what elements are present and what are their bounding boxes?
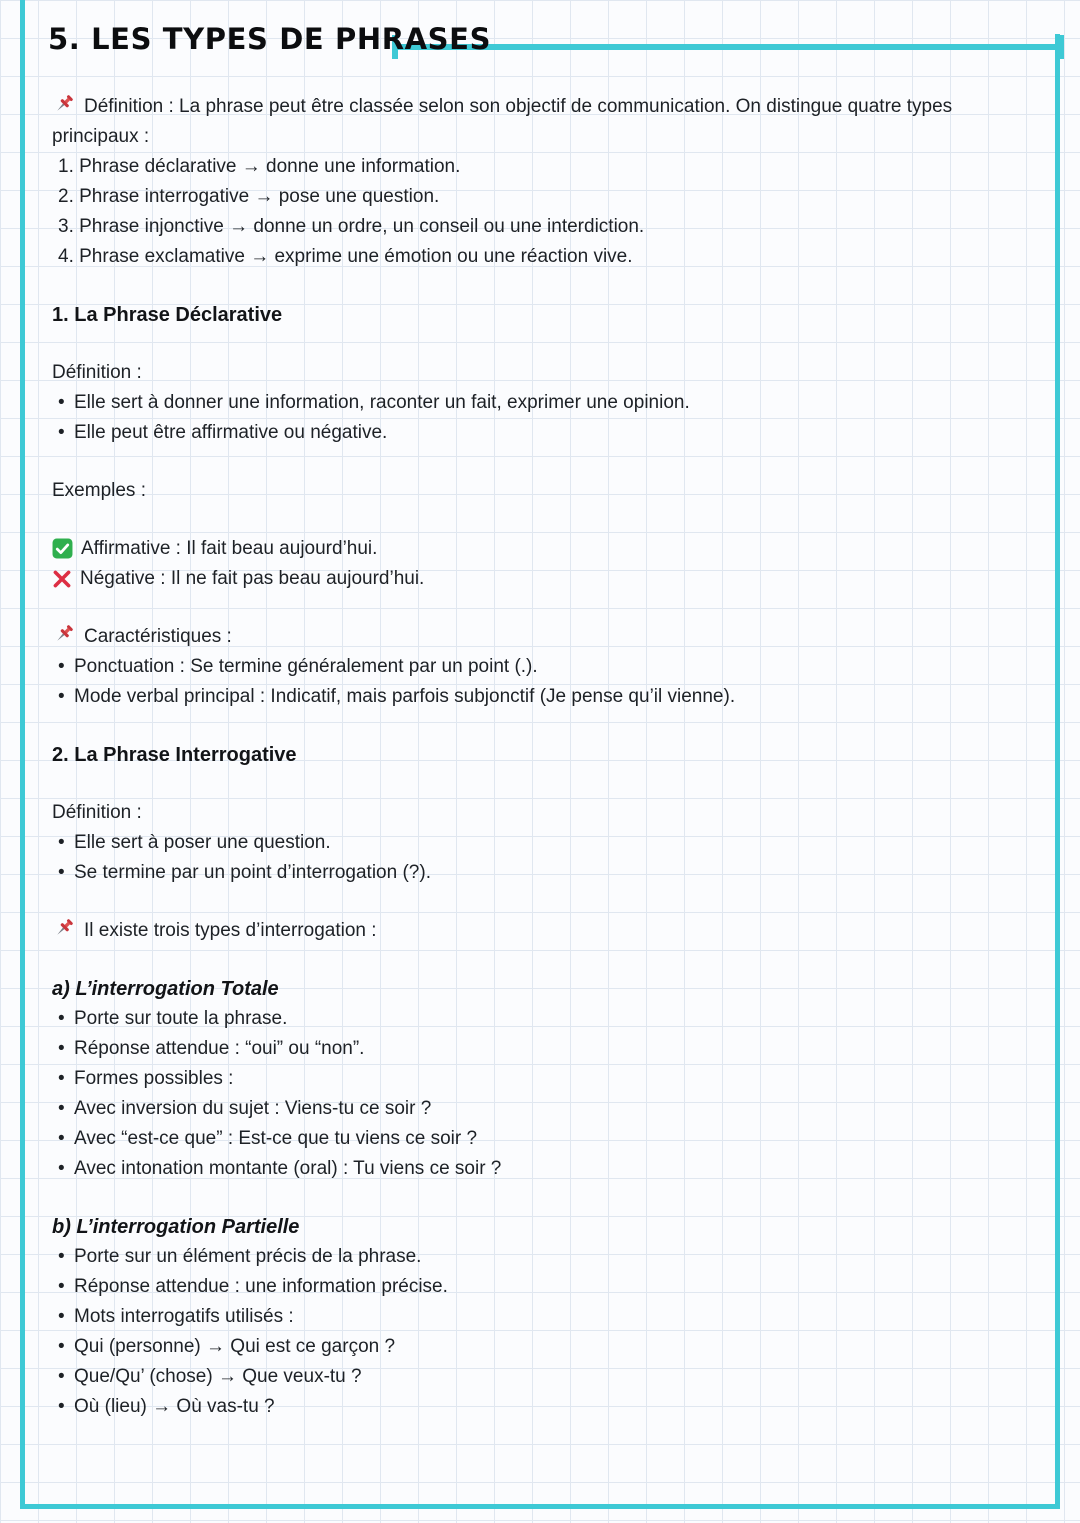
characteristics-label-line — [52, 622, 1030, 652]
frame-bottom-border — [20, 1504, 1060, 1509]
section-heading-interrogative: 2. La Phrase Interrogative — [52, 744, 297, 766]
example-affirmative — [52, 534, 1030, 564]
cross-icon — [52, 569, 72, 589]
bullet-item: • Réponse attendue : une information précise. — [52, 1272, 1030, 1302]
type-item: 4. Phrase exclamative → exprime une émotion ou une réaction vive. — [58, 246, 633, 267]
type-item: 3. Phrase injonctive → donne un ordre, un conseil ou une interdiction. — [58, 216, 645, 237]
frame-left-border — [20, 0, 25, 1509]
subsection-heading-partielle: b) L’interrogation Partielle — [52, 1216, 300, 1238]
bullet-item: • Porte sur un élément précis de la phrase. — [52, 1242, 1030, 1272]
type-item: 1. Phrase déclarative → donne une information. — [58, 156, 461, 177]
definition-label: Définition : — [52, 362, 142, 383]
notes-content — [52, 92, 1030, 1422]
bullet-item: • Avec inversion du sujet : Viens-tu ce soir ? — [52, 1094, 1030, 1124]
title-rule — [392, 44, 1064, 50]
interrogative-definition-group — [52, 798, 1030, 888]
bullet-item: • Mots interrogatifs utilisés : — [52, 1302, 1030, 1332]
characteristics-group — [52, 622, 1030, 712]
examples-group — [52, 534, 1030, 594]
interrogation-types-note — [52, 916, 1030, 946]
example-text: Négative : Il ne fait pas beau aujourd’hui. — [80, 568, 425, 589]
pushpin-icon — [52, 93, 76, 117]
bullet-item: • Elle sert à donner une information, raconter un fait, exprimer une opinion. — [52, 388, 1030, 418]
bullet-item: • Elle peut être affirmative ou négative. — [52, 418, 1030, 448]
examples-label: Exemples : — [52, 480, 146, 501]
interrogation-types-note-group — [52, 916, 1030, 946]
intro-definition — [52, 92, 1030, 152]
pin-note-text: Il existe trois types d’interrogation : — [84, 920, 377, 941]
page-title: 5. LES TYPES DE PHRASES — [48, 22, 492, 56]
bullet-item: • Mode verbal principal : Indicatif, mais parfois subjonctif (Je pense qu’il vienne). — [52, 682, 1030, 712]
bullet-item: • Se termine par un point d’interrogation (?). — [52, 858, 1030, 888]
bullet-item: • Avec intonation montante (oral) : Tu viens ce soir ? — [52, 1154, 1030, 1184]
definition-label: Définition : — [52, 802, 142, 823]
example-text: Affirmative : Il fait beau aujourd’hui. — [81, 538, 378, 559]
intro-section — [52, 92, 1030, 272]
examples-label-group — [52, 476, 1030, 506]
bullet-item: • Que/Qu’ (chose) → Que veux-tu ? — [52, 1362, 1030, 1392]
pushpin-icon — [52, 623, 76, 647]
pushpin-icon — [52, 917, 76, 941]
characteristics-label: Caractéristiques : — [84, 626, 232, 647]
section-declarative-heading-group — [52, 300, 1030, 330]
check-icon — [52, 538, 73, 559]
interrogation-totale-group — [52, 974, 1030, 1184]
bullet-item: • Formes possibles : — [52, 1064, 1030, 1094]
bullet-item: • Qui (personne) → Qui est ce garçon ? — [52, 1332, 1030, 1362]
bullet-item: • Où (lieu) → Où vas-tu ? — [52, 1392, 1030, 1422]
example-negative — [52, 564, 1030, 594]
bullet-item: • Avec “est-ce que” : Est-ce que tu viens ce soir ? — [52, 1124, 1030, 1154]
bullet-item: • Ponctuation : Se termine généralement par un point (.). — [52, 652, 1030, 682]
bullet-item: • Réponse attendue : “oui” ou “non”. — [52, 1034, 1030, 1064]
declarative-definition-group — [52, 358, 1030, 448]
frame-right-border — [1055, 34, 1060, 1509]
type-item: 2. Phrase interrogative → pose une question. — [58, 186, 440, 207]
bullet-item: • Porte sur toute la phrase. — [52, 1004, 1030, 1034]
title-rule-right-cap — [1058, 35, 1064, 59]
interrogation-partielle-group — [52, 1212, 1030, 1422]
section-interrogative-heading-group — [52, 740, 1030, 770]
bullet-item: • Elle sert à poser une question. — [52, 828, 1030, 858]
section-heading-declarative: 1. La Phrase Déclarative — [52, 304, 283, 326]
intro-text: Définition : La phrase peut être classée selon son objectif de communication. On distingue quatre types principaux : — [52, 96, 953, 147]
subsection-heading-totale: a) L’interrogation Totale — [52, 978, 279, 1000]
